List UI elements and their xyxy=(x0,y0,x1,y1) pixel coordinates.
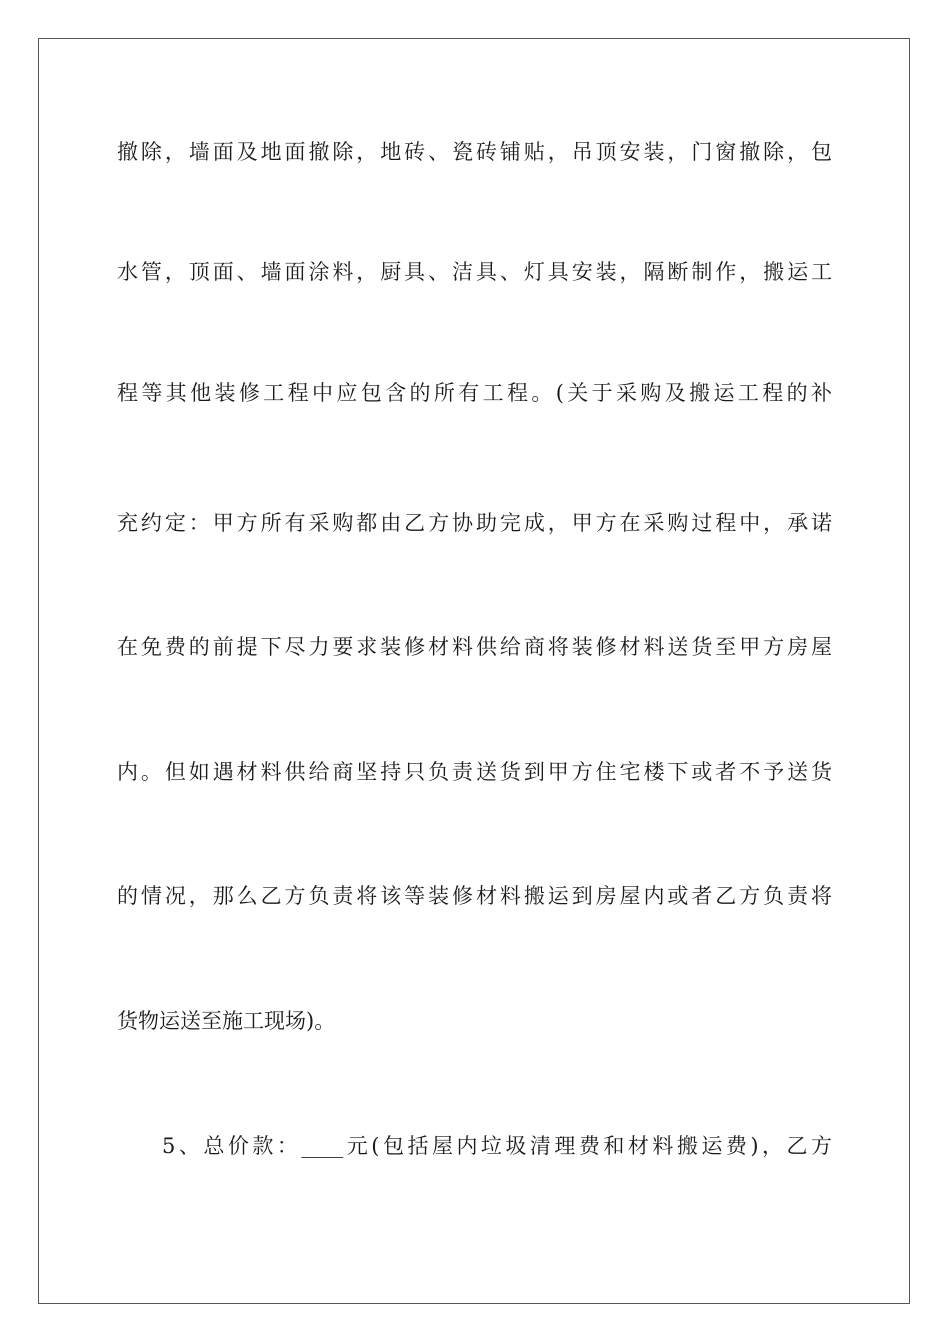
text-line-1: 撤除，墙面及地面撤除，地砖、瓷砖铺贴，吊顶安装，门窗撤除，包 xyxy=(117,140,832,164)
clause-5-total-price: 5、总价款：____元(包括屋内垃圾清理费和材料搬运费)，乙方 xyxy=(162,1134,832,1158)
text-line-2: 水管，顶面、墙面涂料，厨具、洁具、灯具安装，隔断制作，搬运工 xyxy=(117,260,832,284)
text-line-6: 内。但如遇材料供给商坚持只负责送货到甲方住宅楼下或者不予送货 xyxy=(117,760,832,784)
text-line-8: 货物运送至施工现场)。 xyxy=(117,1009,336,1033)
text-line-5: 在免费的前提下尽力要求装修材料供给商将装修材料送货至甲方房屋 xyxy=(117,635,832,659)
text-line-3: 程等其他装修工程中应包含的所有工程。(关于采购及搬运工程的补 xyxy=(117,381,832,405)
text-line-7: 的情况，那么乙方负责将该等装修材料搬运到房屋内或者乙方负责将 xyxy=(117,884,832,908)
text-line-4: 充约定：甲方所有采购都由乙方协助完成，甲方在采购过程中，承诺 xyxy=(117,511,832,535)
page-border xyxy=(38,38,910,1304)
